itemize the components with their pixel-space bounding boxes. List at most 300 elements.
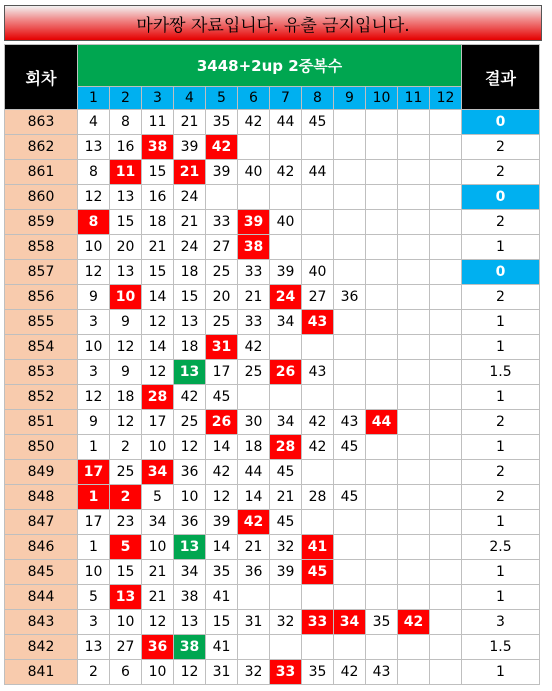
empty-cell — [366, 310, 398, 335]
empty-cell — [302, 460, 334, 485]
number-cell: 10 — [78, 335, 110, 360]
empty-cell — [398, 460, 430, 485]
empty-cell — [430, 135, 462, 160]
number-cell: 39 — [174, 135, 206, 160]
table-row — [5, 660, 540, 685]
empty-cell — [398, 410, 430, 435]
empty-cell — [366, 560, 398, 585]
number-cell: 30 — [238, 410, 270, 435]
number-cell: 34 — [174, 560, 206, 585]
round-number: 848 — [5, 485, 78, 510]
result-header: 결과 — [462, 45, 540, 110]
number-cell: 31 — [238, 610, 270, 635]
empty-cell — [398, 585, 430, 610]
number-cell: 10 — [142, 535, 174, 560]
round-number: 846 — [5, 535, 78, 560]
number-cell: 24 — [270, 285, 302, 310]
number-cell: 4 — [78, 110, 110, 135]
data-table — [4, 44, 540, 685]
number-cell: 24 — [174, 235, 206, 260]
empty-cell — [366, 510, 398, 535]
table-row — [5, 635, 540, 660]
empty-cell — [206, 185, 238, 210]
empty-cell — [430, 510, 462, 535]
empty-cell — [302, 135, 334, 160]
table-row — [5, 185, 540, 210]
number-cell: 45 — [302, 110, 334, 135]
table-row — [5, 210, 540, 235]
number-cell: 18 — [110, 385, 142, 410]
number-cell: 8 — [78, 160, 110, 185]
number-cell: 8 — [78, 210, 110, 235]
table-row — [5, 610, 540, 635]
number-cell: 21 — [238, 285, 270, 310]
table-row — [5, 585, 540, 610]
number-cell: 34 — [270, 410, 302, 435]
number-cell: 41 — [206, 585, 238, 610]
empty-cell — [398, 210, 430, 235]
empty-cell — [398, 360, 430, 385]
number-cell: 15 — [142, 160, 174, 185]
number-cell: 45 — [206, 385, 238, 410]
column-number-header: 12 — [430, 87, 462, 110]
number-cell: 10 — [110, 610, 142, 635]
number-cell: 27 — [110, 635, 142, 660]
empty-cell — [430, 185, 462, 210]
number-cell: 15 — [110, 210, 142, 235]
table-row — [5, 460, 540, 485]
number-cell: 15 — [174, 285, 206, 310]
number-cell: 33 — [270, 660, 302, 685]
number-cell: 32 — [270, 610, 302, 635]
empty-cell — [398, 110, 430, 135]
round-number: 851 — [5, 410, 78, 435]
number-cell: 44 — [302, 160, 334, 185]
number-cell: 41 — [302, 535, 334, 560]
empty-cell — [398, 660, 430, 685]
empty-cell — [366, 535, 398, 560]
empty-cell — [366, 485, 398, 510]
number-cell: 26 — [270, 360, 302, 385]
empty-cell — [334, 460, 366, 485]
empty-cell — [430, 260, 462, 285]
number-cell: 45 — [270, 510, 302, 535]
number-cell: 21 — [142, 585, 174, 610]
number-cell: 13 — [110, 260, 142, 285]
number-cell: 18 — [174, 260, 206, 285]
empty-cell — [334, 510, 366, 535]
column-number-header: 6 — [238, 87, 270, 110]
empty-cell — [334, 110, 366, 135]
empty-cell — [302, 385, 334, 410]
column-number-header: 11 — [398, 87, 430, 110]
number-cell: 14 — [206, 535, 238, 560]
number-cell: 25 — [238, 360, 270, 385]
table-row — [5, 260, 540, 285]
table-row — [5, 385, 540, 410]
number-cell: 1 — [78, 485, 110, 510]
number-cell: 27 — [206, 235, 238, 260]
number-cell: 2 — [110, 485, 142, 510]
empty-cell — [398, 635, 430, 660]
empty-cell — [430, 360, 462, 385]
number-cell: 11 — [142, 110, 174, 135]
number-cell: 10 — [174, 485, 206, 510]
number-cell: 25 — [174, 410, 206, 435]
empty-cell — [366, 435, 398, 460]
number-cell: 42 — [302, 435, 334, 460]
empty-cell — [430, 460, 462, 485]
round-number: 854 — [5, 335, 78, 360]
number-cell: 35 — [302, 660, 334, 685]
number-cell: 15 — [206, 610, 238, 635]
number-cell: 26 — [206, 410, 238, 435]
empty-cell — [430, 610, 462, 635]
empty-cell — [334, 185, 366, 210]
number-cell: 34 — [270, 310, 302, 335]
empty-cell — [238, 385, 270, 410]
empty-cell — [398, 135, 430, 160]
number-cell: 28 — [270, 435, 302, 460]
empty-cell — [334, 160, 366, 185]
number-cell: 13 — [78, 135, 110, 160]
empty-cell — [430, 385, 462, 410]
table-row — [5, 310, 540, 335]
result-cell: 1 — [462, 310, 540, 335]
number-cell: 3 — [78, 610, 110, 635]
empty-cell — [238, 635, 270, 660]
empty-cell — [270, 235, 302, 260]
number-cell: 33 — [206, 210, 238, 235]
empty-cell — [366, 360, 398, 385]
number-cell: 15 — [142, 260, 174, 285]
number-cell: 42 — [206, 460, 238, 485]
number-cell: 34 — [334, 610, 366, 635]
result-cell: 1 — [462, 510, 540, 535]
number-cell: 39 — [270, 560, 302, 585]
empty-cell — [302, 585, 334, 610]
result-cell: 2.5 — [462, 535, 540, 560]
number-cell: 13 — [174, 535, 206, 560]
number-cell: 35 — [206, 560, 238, 585]
result-cell: 2 — [462, 135, 540, 160]
round-number: 841 — [5, 660, 78, 685]
empty-cell — [334, 385, 366, 410]
number-cell: 33 — [302, 610, 334, 635]
number-cell: 17 — [142, 410, 174, 435]
number-cell: 17 — [78, 460, 110, 485]
number-cell: 21 — [142, 560, 174, 585]
result-cell: 1 — [462, 585, 540, 610]
number-cell: 23 — [110, 510, 142, 535]
empty-cell — [430, 585, 462, 610]
number-cell: 44 — [270, 110, 302, 135]
number-cell: 12 — [206, 485, 238, 510]
number-cell: 12 — [110, 410, 142, 435]
number-cell: 28 — [142, 385, 174, 410]
number-cell: 45 — [302, 560, 334, 585]
empty-cell — [270, 335, 302, 360]
number-cell: 38 — [174, 635, 206, 660]
empty-cell — [398, 535, 430, 560]
number-cell: 14 — [206, 435, 238, 460]
number-cell: 14 — [142, 335, 174, 360]
empty-cell — [238, 185, 270, 210]
number-cell: 43 — [334, 410, 366, 435]
empty-cell — [334, 210, 366, 235]
number-cell: 27 — [302, 285, 334, 310]
number-cell: 21 — [270, 485, 302, 510]
empty-cell — [430, 635, 462, 660]
number-cell: 3 — [78, 310, 110, 335]
column-number-header: 1 — [78, 87, 110, 110]
column-number-header: 4 — [174, 87, 206, 110]
empty-cell — [302, 510, 334, 535]
number-cell: 21 — [174, 210, 206, 235]
result-cell: 0 — [462, 110, 540, 135]
empty-cell — [366, 135, 398, 160]
empty-cell — [398, 510, 430, 535]
result-cell: 1 — [462, 385, 540, 410]
table-row — [5, 535, 540, 560]
number-cell: 42 — [334, 660, 366, 685]
result-cell: 2 — [462, 485, 540, 510]
empty-cell — [398, 385, 430, 410]
empty-cell — [398, 160, 430, 185]
number-cell: 36 — [174, 460, 206, 485]
number-cell: 31 — [206, 660, 238, 685]
empty-cell — [398, 260, 430, 285]
number-cell: 8 — [110, 110, 142, 135]
result-cell: 3 — [462, 610, 540, 635]
number-cell: 16 — [142, 185, 174, 210]
column-number-header: 8 — [302, 87, 334, 110]
empty-cell — [334, 335, 366, 360]
number-cell: 43 — [302, 360, 334, 385]
column-number-header: 10 — [366, 87, 398, 110]
empty-cell — [430, 335, 462, 360]
round-number: 845 — [5, 560, 78, 585]
number-cell: 1 — [78, 535, 110, 560]
result-cell: 1.5 — [462, 635, 540, 660]
number-cell: 13 — [110, 585, 142, 610]
column-number-header: 3 — [142, 87, 174, 110]
number-cell: 36 — [174, 510, 206, 535]
round-number: 853 — [5, 360, 78, 385]
number-cell: 10 — [78, 560, 110, 585]
empty-cell — [366, 460, 398, 485]
empty-cell — [430, 560, 462, 585]
empty-cell — [334, 310, 366, 335]
empty-cell — [334, 560, 366, 585]
empty-cell — [334, 260, 366, 285]
table-row — [5, 135, 540, 160]
number-cell: 13 — [78, 635, 110, 660]
round-number: 858 — [5, 235, 78, 260]
number-cell: 12 — [78, 385, 110, 410]
table-row — [5, 160, 540, 185]
result-cell: 2 — [462, 410, 540, 435]
number-cell: 35 — [206, 110, 238, 135]
empty-cell — [430, 485, 462, 510]
number-cell: 40 — [270, 210, 302, 235]
number-cell: 18 — [238, 435, 270, 460]
number-cell: 43 — [302, 310, 334, 335]
number-cell: 42 — [270, 160, 302, 185]
result-cell: 2 — [462, 160, 540, 185]
result-cell: 0 — [462, 260, 540, 285]
number-cell: 16 — [110, 135, 142, 160]
empty-cell — [366, 110, 398, 135]
empty-cell — [270, 135, 302, 160]
table-row — [5, 360, 540, 385]
number-cell: 10 — [78, 235, 110, 260]
result-cell: 2 — [462, 285, 540, 310]
empty-cell — [398, 560, 430, 585]
empty-cell — [334, 585, 366, 610]
empty-cell — [398, 335, 430, 360]
number-cell: 20 — [110, 235, 142, 260]
table-row — [5, 285, 540, 310]
number-cell: 9 — [78, 285, 110, 310]
result-cell: 2 — [462, 210, 540, 235]
result-cell: 1 — [462, 435, 540, 460]
round-number: 861 — [5, 160, 78, 185]
number-cell: 14 — [238, 485, 270, 510]
round-number: 859 — [5, 210, 78, 235]
number-cell: 41 — [206, 635, 238, 660]
empty-cell — [302, 210, 334, 235]
column-number-header: 2 — [110, 87, 142, 110]
empty-cell — [430, 535, 462, 560]
number-cell: 5 — [142, 485, 174, 510]
round-number: 844 — [5, 585, 78, 610]
number-cell: 5 — [78, 585, 110, 610]
number-cell: 28 — [302, 485, 334, 510]
empty-cell — [366, 385, 398, 410]
number-cell: 38 — [238, 235, 270, 260]
empty-cell — [430, 160, 462, 185]
number-cell: 42 — [238, 335, 270, 360]
result-cell: 1 — [462, 560, 540, 585]
number-cell: 25 — [206, 310, 238, 335]
number-cell: 35 — [366, 610, 398, 635]
number-cell: 42 — [398, 610, 430, 635]
column-number-header: 5 — [206, 87, 238, 110]
number-cell: 39 — [206, 160, 238, 185]
empty-cell — [430, 660, 462, 685]
number-cell: 9 — [110, 360, 142, 385]
round-number: 860 — [5, 185, 78, 210]
round-number: 863 — [5, 110, 78, 135]
number-cell: 17 — [78, 510, 110, 535]
result-cell: 1.5 — [462, 360, 540, 385]
number-cell: 45 — [334, 435, 366, 460]
number-cell: 18 — [142, 210, 174, 235]
number-cell: 1 — [78, 435, 110, 460]
round-number: 842 — [5, 635, 78, 660]
empty-cell — [430, 235, 462, 260]
number-cell: 13 — [174, 360, 206, 385]
empty-cell — [334, 235, 366, 260]
empty-cell — [302, 235, 334, 260]
result-cell: 0 — [462, 185, 540, 210]
number-cell: 12 — [174, 660, 206, 685]
empty-cell — [430, 410, 462, 435]
empty-cell — [398, 235, 430, 260]
round-number: 856 — [5, 285, 78, 310]
number-cell: 17 — [206, 360, 238, 385]
group-header: 3448+2up 2중복수 — [78, 45, 462, 87]
number-cell: 33 — [238, 260, 270, 285]
empty-cell — [430, 310, 462, 335]
number-cell: 12 — [78, 185, 110, 210]
number-cell: 21 — [142, 235, 174, 260]
page-title: 마카짱 자료입니다. 유출 금지입니다. — [4, 5, 542, 41]
result-cell: 1 — [462, 335, 540, 360]
round-number: 847 — [5, 510, 78, 535]
number-cell: 13 — [110, 185, 142, 210]
number-cell: 36 — [142, 635, 174, 660]
round-number: 849 — [5, 460, 78, 485]
number-cell: 13 — [174, 610, 206, 635]
empty-cell — [270, 185, 302, 210]
empty-cell — [366, 285, 398, 310]
number-cell: 10 — [142, 435, 174, 460]
empty-cell — [430, 110, 462, 135]
number-cell: 33 — [238, 310, 270, 335]
round-number: 862 — [5, 135, 78, 160]
number-cell: 3 — [78, 360, 110, 385]
number-cell: 15 — [110, 560, 142, 585]
number-cell: 36 — [238, 560, 270, 585]
number-cell: 2 — [110, 435, 142, 460]
table-row — [5, 510, 540, 535]
number-cell: 12 — [78, 260, 110, 285]
empty-cell — [238, 585, 270, 610]
round-number: 857 — [5, 260, 78, 285]
empty-cell — [366, 210, 398, 235]
number-cell: 38 — [142, 135, 174, 160]
number-cell: 36 — [334, 285, 366, 310]
empty-cell — [238, 135, 270, 160]
result-cell: 1 — [462, 660, 540, 685]
number-cell: 10 — [110, 285, 142, 310]
number-cell: 44 — [238, 460, 270, 485]
number-cell: 12 — [142, 360, 174, 385]
number-cell: 39 — [270, 260, 302, 285]
number-cell: 39 — [206, 510, 238, 535]
empty-cell — [398, 285, 430, 310]
number-cell: 43 — [366, 660, 398, 685]
empty-cell — [398, 185, 430, 210]
number-cell: 25 — [206, 260, 238, 285]
number-cell: 10 — [142, 660, 174, 685]
round-number: 843 — [5, 610, 78, 635]
number-cell: 11 — [110, 160, 142, 185]
empty-cell — [430, 285, 462, 310]
number-cell: 25 — [110, 460, 142, 485]
number-cell: 12 — [174, 435, 206, 460]
column-number-header: 9 — [334, 87, 366, 110]
number-cell: 13 — [174, 310, 206, 335]
number-cell: 32 — [270, 535, 302, 560]
number-cell: 40 — [238, 160, 270, 185]
empty-cell — [270, 385, 302, 410]
number-cell: 38 — [174, 585, 206, 610]
table-row — [5, 560, 540, 585]
round-header: 회차 — [5, 45, 78, 110]
